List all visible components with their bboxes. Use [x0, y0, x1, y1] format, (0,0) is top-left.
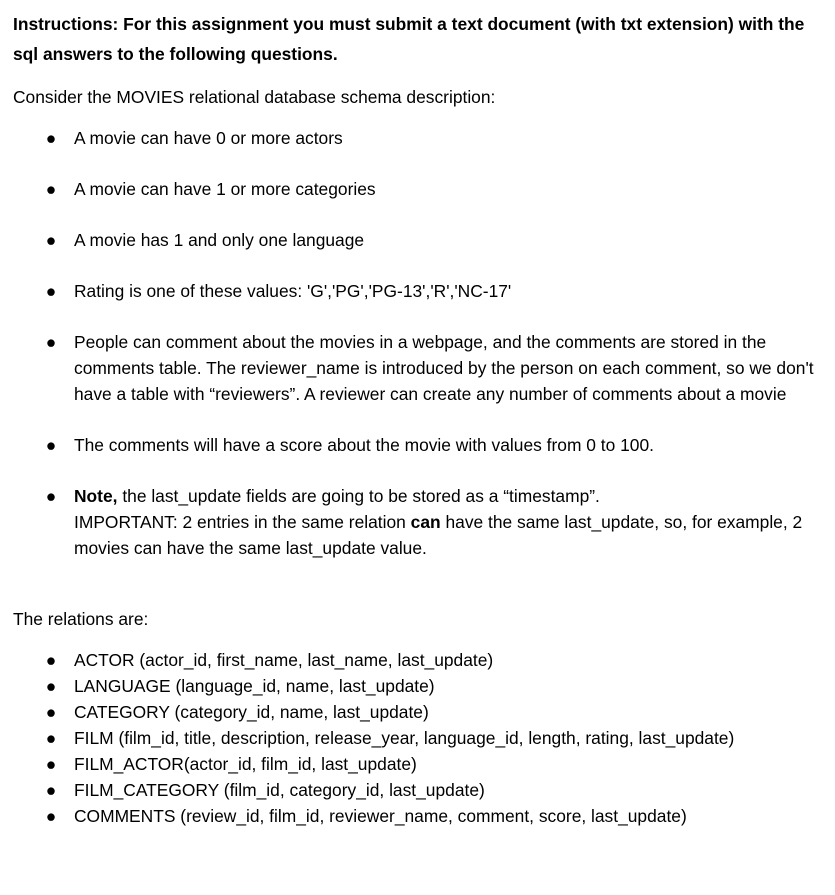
- note-label: Note,: [74, 486, 118, 506]
- rule-text: A movie can have 0 or more actors: [74, 128, 343, 148]
- relation-item: [13, 699, 828, 725]
- note-text: [74, 486, 802, 558]
- relation-text: COMMENTS (review_id, film_id, reviewer_name, comment, score, last_update): [74, 806, 687, 826]
- bullet-icon: ●: [45, 780, 57, 800]
- rule-text: A movie can have 1 or more categories: [74, 179, 376, 199]
- important-bold: can: [410, 512, 441, 532]
- bullet-icon: ●: [45, 702, 57, 722]
- bullet-icon: ●: [45, 486, 57, 506]
- relation-text: FILM_CATEGORY (film_id, category_id, last_update): [74, 780, 485, 800]
- relation-text: FILM_ACTOR(actor_id, film_id, last_update): [74, 754, 417, 774]
- relation-item: [13, 725, 828, 751]
- important-text-2: have the same last_update, so, for example, 2 movies can have the same last_update value.: [74, 512, 803, 558]
- relation-item: [13, 803, 828, 829]
- relation-text: FILM (film_id, title, description, release_year, language_id, length, rating, last_update): [74, 728, 735, 748]
- rule-text: A movie has 1 and only one language: [74, 230, 365, 250]
- rule-text: People can comment about the movies in a webpage, and the comments are stored in the comments table. The reviewer_name is introduced by the person on each comment, so we don't have a table with “reviewers”. A reviewer can create any number of comments about a movie: [74, 332, 814, 404]
- instructions-paragraph: Instructions: For this assignment you must submit a text document (with txt extension) with the sql answers to the following questions.: [13, 14, 805, 64]
- bullet-icon: ●: [45, 281, 57, 301]
- rule-text: The comments will have a score about the movie with values from 0 to 100.: [74, 435, 654, 455]
- schema-rules-list: [13, 125, 828, 561]
- relation-item: [13, 647, 828, 673]
- bullet-icon: ●: [45, 332, 57, 352]
- rule-item: [13, 227, 828, 253]
- rule-text: Rating is one of these values: 'G','PG','PG-13','R','NC-17': [74, 281, 512, 301]
- note-item: [13, 483, 828, 561]
- bullet-icon: ●: [45, 128, 57, 148]
- bullet-icon: ●: [45, 728, 57, 748]
- bullet-icon: ●: [45, 230, 57, 250]
- relation-item: [13, 673, 828, 699]
- relation-item: [13, 777, 828, 803]
- bullet-icon: ●: [45, 435, 57, 455]
- relations-list: [13, 647, 828, 829]
- document: [13, 9, 828, 829]
- rule-item: [13, 329, 828, 407]
- relation-text: LANGUAGE (language_id, name, last_update): [74, 676, 435, 696]
- relations-title: The relations are:: [13, 609, 149, 629]
- rule-item: [13, 125, 828, 151]
- note-text-1: the last_update fields are going to be stored as a “timestamp”.: [117, 486, 600, 506]
- bullet-icon: ●: [45, 179, 57, 199]
- bullet-icon: ●: [45, 676, 57, 696]
- bullet-icon: ●: [45, 650, 57, 670]
- rule-item: [13, 432, 828, 458]
- rule-item: [13, 176, 828, 202]
- relation-text: CATEGORY (category_id, name, last_update): [74, 702, 429, 722]
- rule-item: [13, 278, 828, 304]
- bullet-icon: ●: [45, 806, 57, 826]
- important-text-1: IMPORTANT: 2 entries in the same relation: [74, 512, 411, 532]
- bullet-icon: ●: [45, 754, 57, 774]
- schema-intro: Consider the MOVIES relational database schema description:: [13, 87, 496, 107]
- relation-item: [13, 751, 828, 777]
- relation-text: ACTOR (actor_id, first_name, last_name, last_update): [74, 650, 494, 670]
